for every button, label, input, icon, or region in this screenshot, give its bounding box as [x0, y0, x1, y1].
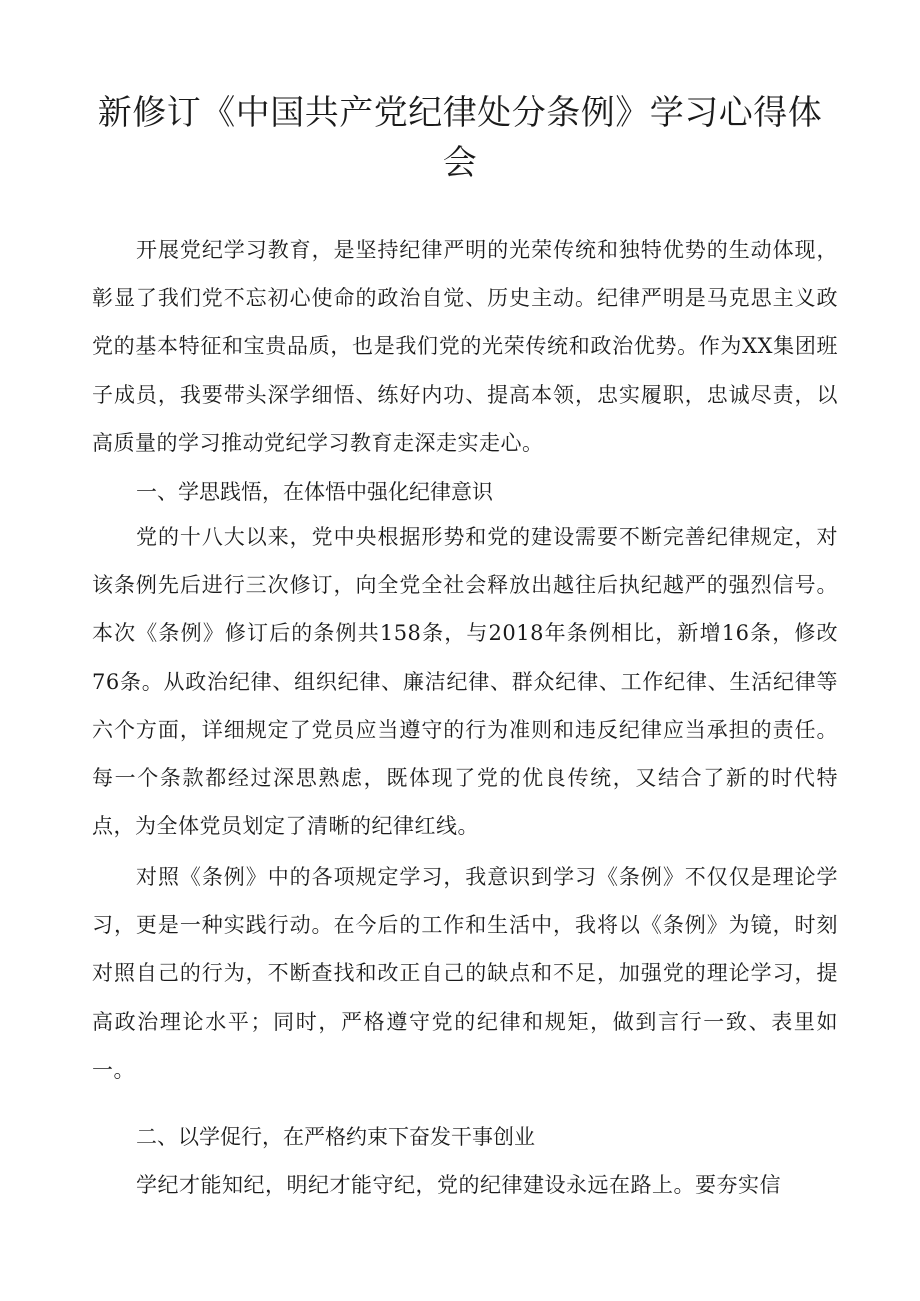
- intro-paragraph: 开展党纪学习教育，是坚持纪律严明的光荣传统和独特优势的生动体现，彰显了我们党不忘初心使命的政治自觉、历史主动。纪律严明是马克思主义政党的基本特征和宝贵品质，也是我们党的光荣传统和政治优势。作为XX集团班子成员，我要带头深学细悟、练好内功、提高本领，忠实履职，忠诚尽责，以高质量的学习推动党纪学习教育走深走实走心。: [92, 238, 838, 455]
- section-1-paragraph-2: 对照《条例》中的各项规定学习，我意识到学习《条例》不仅仅是理论学习，更是一种实践行动。在今后的工作和生活中，我将以《条例》为镜，时刻对照自己的行为，不断查找和改正自己的缺点和不足，加强党的理论学习，提高政治理论水平；同时，严格遵守党的纪律和规矩，做到言行一致、表里如一。: [92, 865, 838, 1082]
- section-heading-2: 二、以学促行，在严格约束下奋发干事创业: [136, 1125, 535, 1149]
- section-1-paragraph-1: 党的十八大以来，党中央根据形势和党的建设需要不断完善纪律规定，对该条例先后进行三次修订，向全党全社会释放出越往后执纪越严的强烈信号。本次《条例》修订后的条例共158条，与2018年条例相比，新增16条，修改76条。从政治纪律、组织纪律、廉洁纪律、群众纪律、工作纪律、生活纪律等六个方面，详细规定了党员应当遵守的行为准则和违反纪律应当承担的责任。每一个条款都经过深思熟虑，既体现了党的优良传统，又结合了新的时代特点，为全体党员划定了清晰的纪律红线。: [92, 525, 838, 839]
- document-title: 新修订《中国共产党纪律处分条例》学习心得体会: [97, 93, 823, 183]
- section-2-paragraph-1: 学纪才能知纪，明纪才能守纪，党的纪律建设永远在路上。要夯实信: [136, 1173, 781, 1197]
- section-heading-1: 一、学思践悟，在体悟中强化纪律意识: [136, 480, 493, 504]
